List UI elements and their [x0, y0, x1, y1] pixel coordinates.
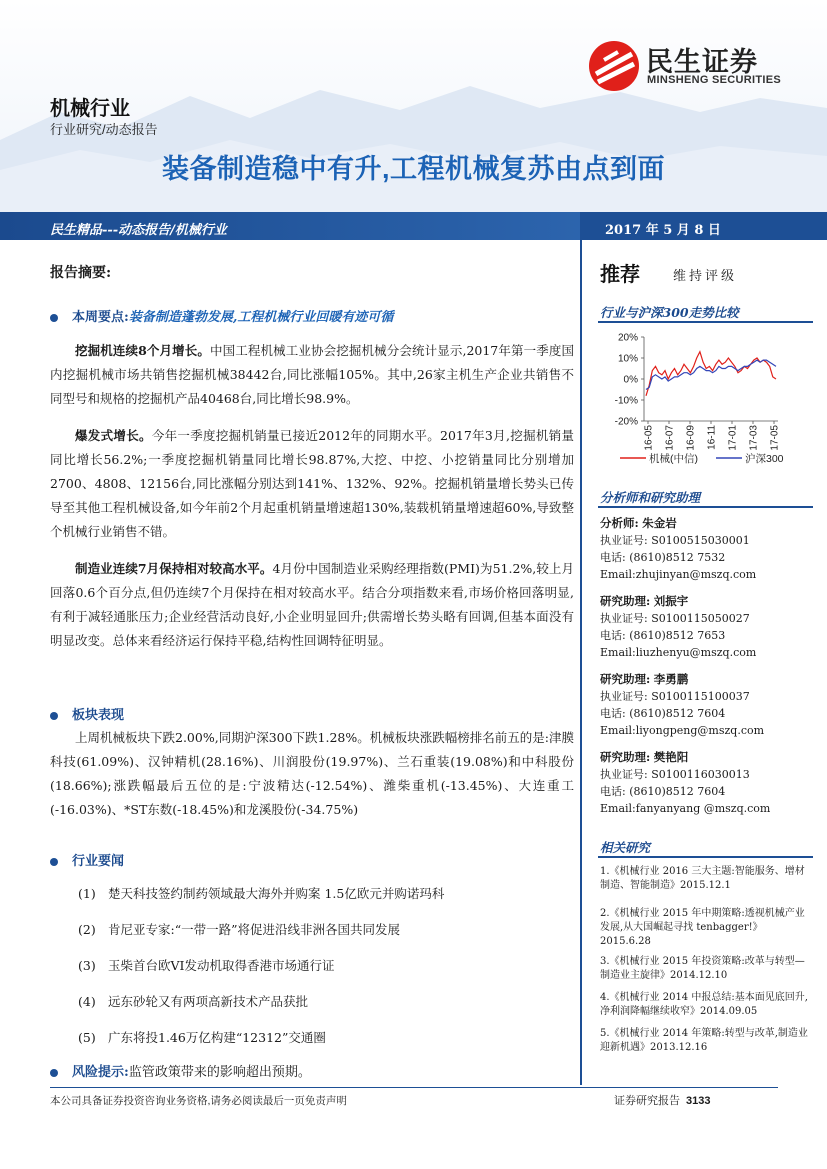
- series-line-machinery: [646, 352, 776, 396]
- news-item: [78, 956, 334, 974]
- rating-sub: 维持评级: [673, 269, 738, 284]
- x-tick-label: 17-01: [727, 425, 739, 451]
- related-report[interactable]: 2.《机械行业 2015 年中期策略:透视机械产业发展,从大国崛起寻找 tenbagger!》2015.6.28: [600, 908, 805, 947]
- analyst-phone: 电话: (8610)8512 7604: [600, 707, 726, 720]
- related-report[interactable]: 1.《机械行业 2016 三大主题:智能服务、增材制造、智能制造》2015.12.1: [600, 866, 805, 891]
- paragraph-sector: [50, 726, 574, 822]
- logo-text-en: MINSHENG SECURITIES: [647, 74, 782, 86]
- y-tick-label: 0%: [623, 374, 638, 386]
- industry-name: 机械行业: [50, 98, 130, 120]
- report-title: 装备制造稳中有升,工程机械复苏由点到面: [161, 154, 665, 184]
- analyst-card: [600, 749, 770, 817]
- analyst-email[interactable]: Email:liuzhenyu@mszq.com: [600, 646, 757, 659]
- news-text: 楚天科技签约制药领域最大海外并购案 1.5亿欧元并购诺玛科: [108, 886, 445, 901]
- news-text: 肯尼亚专家:“一带一路”将促进沿线非洲各国共同发展: [108, 922, 400, 937]
- analyst-name: 朱金岩: [642, 516, 677, 530]
- series-label: 民生精品---动态报告/机械行业: [50, 223, 227, 238]
- section-sector-performance: [50, 704, 124, 723]
- x-tick-label: 16-11: [706, 425, 718, 450]
- column-divider: [580, 240, 582, 1085]
- news-item: [78, 920, 400, 938]
- company-logo: [588, 40, 788, 95]
- rating-label: 推荐: [600, 264, 640, 286]
- section-sector-performance-title: 板块表现: [72, 708, 125, 723]
- logo-text-cn: 民生证券: [646, 47, 758, 77]
- analyst-license: 执业证号: S0100115100037: [600, 690, 750, 703]
- paragraph-growth: [50, 424, 574, 544]
- section-key-points-title: 装备制造蓬勃发展,工程机械行业回暖有迹可循: [128, 310, 394, 325]
- analyst-phone: 电话: (8610)8512 7604: [600, 785, 726, 798]
- section-key-points-label: 本周要点:: [72, 310, 129, 325]
- news-text: 远东砂轮又有两项高新技术产品获批: [108, 994, 309, 1009]
- legend-label: 沪深300: [745, 453, 784, 465]
- analyst-license: 执业证号: S0100115050027: [600, 612, 750, 625]
- analyst-email[interactable]: Email:liyongpeng@mszq.com: [600, 724, 765, 737]
- analyst-role: 研究助理:: [600, 594, 651, 608]
- section-industry-news: [50, 850, 124, 869]
- bullet-icon: [50, 1069, 58, 1077]
- logo-mark-icon: [588, 40, 640, 92]
- analyst-card: [600, 593, 756, 661]
- news-number: (5): [78, 1030, 96, 1045]
- analyst-license: 执业证号: S0100116030013: [600, 768, 750, 781]
- bullet-icon: [50, 712, 58, 720]
- paragraph-manufacturing-lead: 制造业连续7月保持相对较高水平。: [75, 561, 273, 576]
- y-tick-label: 20%: [617, 332, 638, 344]
- series-line-hs300: [646, 360, 776, 389]
- x-tick-label: 16-07: [664, 425, 676, 451]
- performance-chart: [598, 325, 813, 475]
- analyst-role: 研究助理:: [600, 672, 651, 686]
- x-tick-label: 16-05: [643, 425, 655, 451]
- paragraph-excavator-text: 中国工程机械工业协会挖掘机械分会统计显示,2017年第一季度国内挖掘机械市场共销售挖掘机械38442台,同比涨幅105%。其中,26家主机生产企业共销售不同型号和规格的挖掘机产品40468台,同比增长98.9%。: [50, 343, 574, 406]
- news-item: [78, 992, 308, 1010]
- page-number: 3133: [686, 1095, 711, 1107]
- related-report[interactable]: 5.《机械行业 2014 年策略:转型与改革,制造业迎新机遇》2013.12.16: [600, 1028, 808, 1053]
- news-text: 广东将投1.46万亿构建“12312”交通圈: [108, 1030, 326, 1045]
- analysts-section-title: 分析师和研究助理: [600, 490, 701, 505]
- y-tick-label: 10%: [617, 353, 638, 365]
- paragraph-sector-text: 上周机械板块下跌2.00%,同期沪深300下跌1.28%。机械板块涨跌幅榜排名前五的是:津膜科技(61.09%)、汉钟精机(28.16%)、川润股份(19.97%)、兰石重装(19.08%)和中科股份(18.66%);涨跌幅最后五位的是:宁波精达(-12.54%)、潍柴重机(-13.45%)、大连重工(-16.03%)、*ST东数(-18.45%)和龙溪股份(-34.75%): [50, 730, 574, 817]
- news-text: 玉柴首台欧VI发动机取得香港市场通行证: [108, 958, 335, 973]
- report-date: 2017 年 5 月 8 日: [605, 223, 721, 238]
- section-industry-news-title: 行业要闻: [72, 854, 125, 869]
- analyst-email[interactable]: Email:zhujinyan@mszq.com: [600, 568, 757, 581]
- analyst-email[interactable]: Email:fanyanyang @mszq.com: [600, 802, 771, 815]
- y-tick-label: -20%: [614, 416, 638, 428]
- report-type: 行业研究/动态报告: [50, 122, 158, 137]
- analyst-name: 刘振宇: [653, 594, 689, 608]
- section-divider: [598, 506, 813, 508]
- y-tick-label: -10%: [614, 395, 638, 407]
- abstract-title: 报告摘要:: [50, 265, 112, 281]
- news-number: (3): [78, 958, 96, 973]
- risk-label: 风险提示:: [72, 1065, 129, 1080]
- x-tick-label: 16-09: [685, 425, 697, 451]
- paragraph-growth-lead: 爆发式增长。: [75, 428, 152, 443]
- paragraph-manufacturing: [50, 557, 574, 653]
- chart-section-title: 行业与沪深300走势比较: [600, 305, 739, 320]
- news-number: (2): [78, 922, 96, 937]
- risk-text: 监管政策带来的影响超出预期。: [128, 1065, 311, 1080]
- analyst-phone: 电话: (8610)8512 7532: [600, 551, 726, 564]
- paragraph-growth-text: 今年一季度挖掘机销量已接近2012年的同期水平。2017年3月,挖掘机销量同比增长56.2%;一季度挖掘机销量同比增长98.87%,大挖、中挖、小挖销量同比分别增加2700、4808、12156台,同比涨幅分别达到141%、132%、92%。挖掘机销量增长势头已传导至其他工程机械设备,如今年前2个月起重机销量增速超130%,装载机销量增速超60%,导致整个机械行业销售不错。: [50, 428, 574, 539]
- analyst-role: 分析师:: [600, 516, 639, 530]
- x-tick-label: 17-03: [748, 425, 760, 451]
- page-header: [0, 0, 827, 212]
- paragraph-manufacturing-text: 4月份中国制造业采购经理指数(PMI)为51.2%,较上月回落0.6个百分点,但仍连续7个月保持在相对较高水平。结合分项指数来看,市场价格回落明显,有利于减轻通胀压力;企业经营活动良好,小企业明显回升;供需增长势头略有回调,但基本面没有明显改变。总体来看经济运行保持平稳,结构性回调特征明显。: [50, 561, 574, 648]
- footer-report-label: 证券研究报告: [614, 1095, 680, 1107]
- news-number: (1): [78, 886, 96, 901]
- x-tick-label: 17-05: [769, 425, 781, 451]
- related-report[interactable]: 3.《机械行业 2015 年投资策略:改革与转型—制造业主旋律》2014.12.10: [600, 956, 805, 981]
- news-item: [78, 884, 444, 902]
- section-key-points: [50, 306, 393, 325]
- news-number: (4): [78, 994, 96, 1009]
- footer-page-info: [614, 1092, 710, 1108]
- paragraph-excavator-lead: 挖掘机连续8个月增长。: [75, 343, 211, 358]
- related-section-title: 相关研究: [600, 840, 651, 855]
- analyst-card: [600, 671, 764, 739]
- title-bar: [0, 212, 827, 240]
- risk-warning: [50, 1061, 311, 1080]
- analyst-license: 执业证号: S0100515030001: [600, 534, 750, 547]
- analyst-phone: 电话: (8610)8512 7653: [600, 629, 726, 642]
- bullet-icon: [50, 314, 58, 322]
- news-item: [78, 1028, 326, 1046]
- bullet-icon: [50, 858, 58, 866]
- section-divider: [598, 321, 813, 323]
- analyst-name: 樊艳阳: [653, 750, 689, 764]
- analyst-role: 研究助理:: [600, 750, 651, 764]
- legend-label: 机械(中信): [649, 453, 698, 465]
- footer-disclaimer: 本公司具备证券投资咨询业务资格,请务必阅读最后一页免责声明: [50, 1095, 347, 1107]
- paragraph-excavator: [50, 339, 574, 411]
- analyst-name: 李勇鹏: [653, 672, 689, 686]
- section-divider: [598, 856, 813, 858]
- footer-divider: [50, 1087, 778, 1088]
- analyst-card: [600, 515, 756, 583]
- related-report[interactable]: 4.《机械行业 2014 中报总结:基本面见底回升,净利润降幅继续收窄》2014.09.05: [600, 992, 808, 1017]
